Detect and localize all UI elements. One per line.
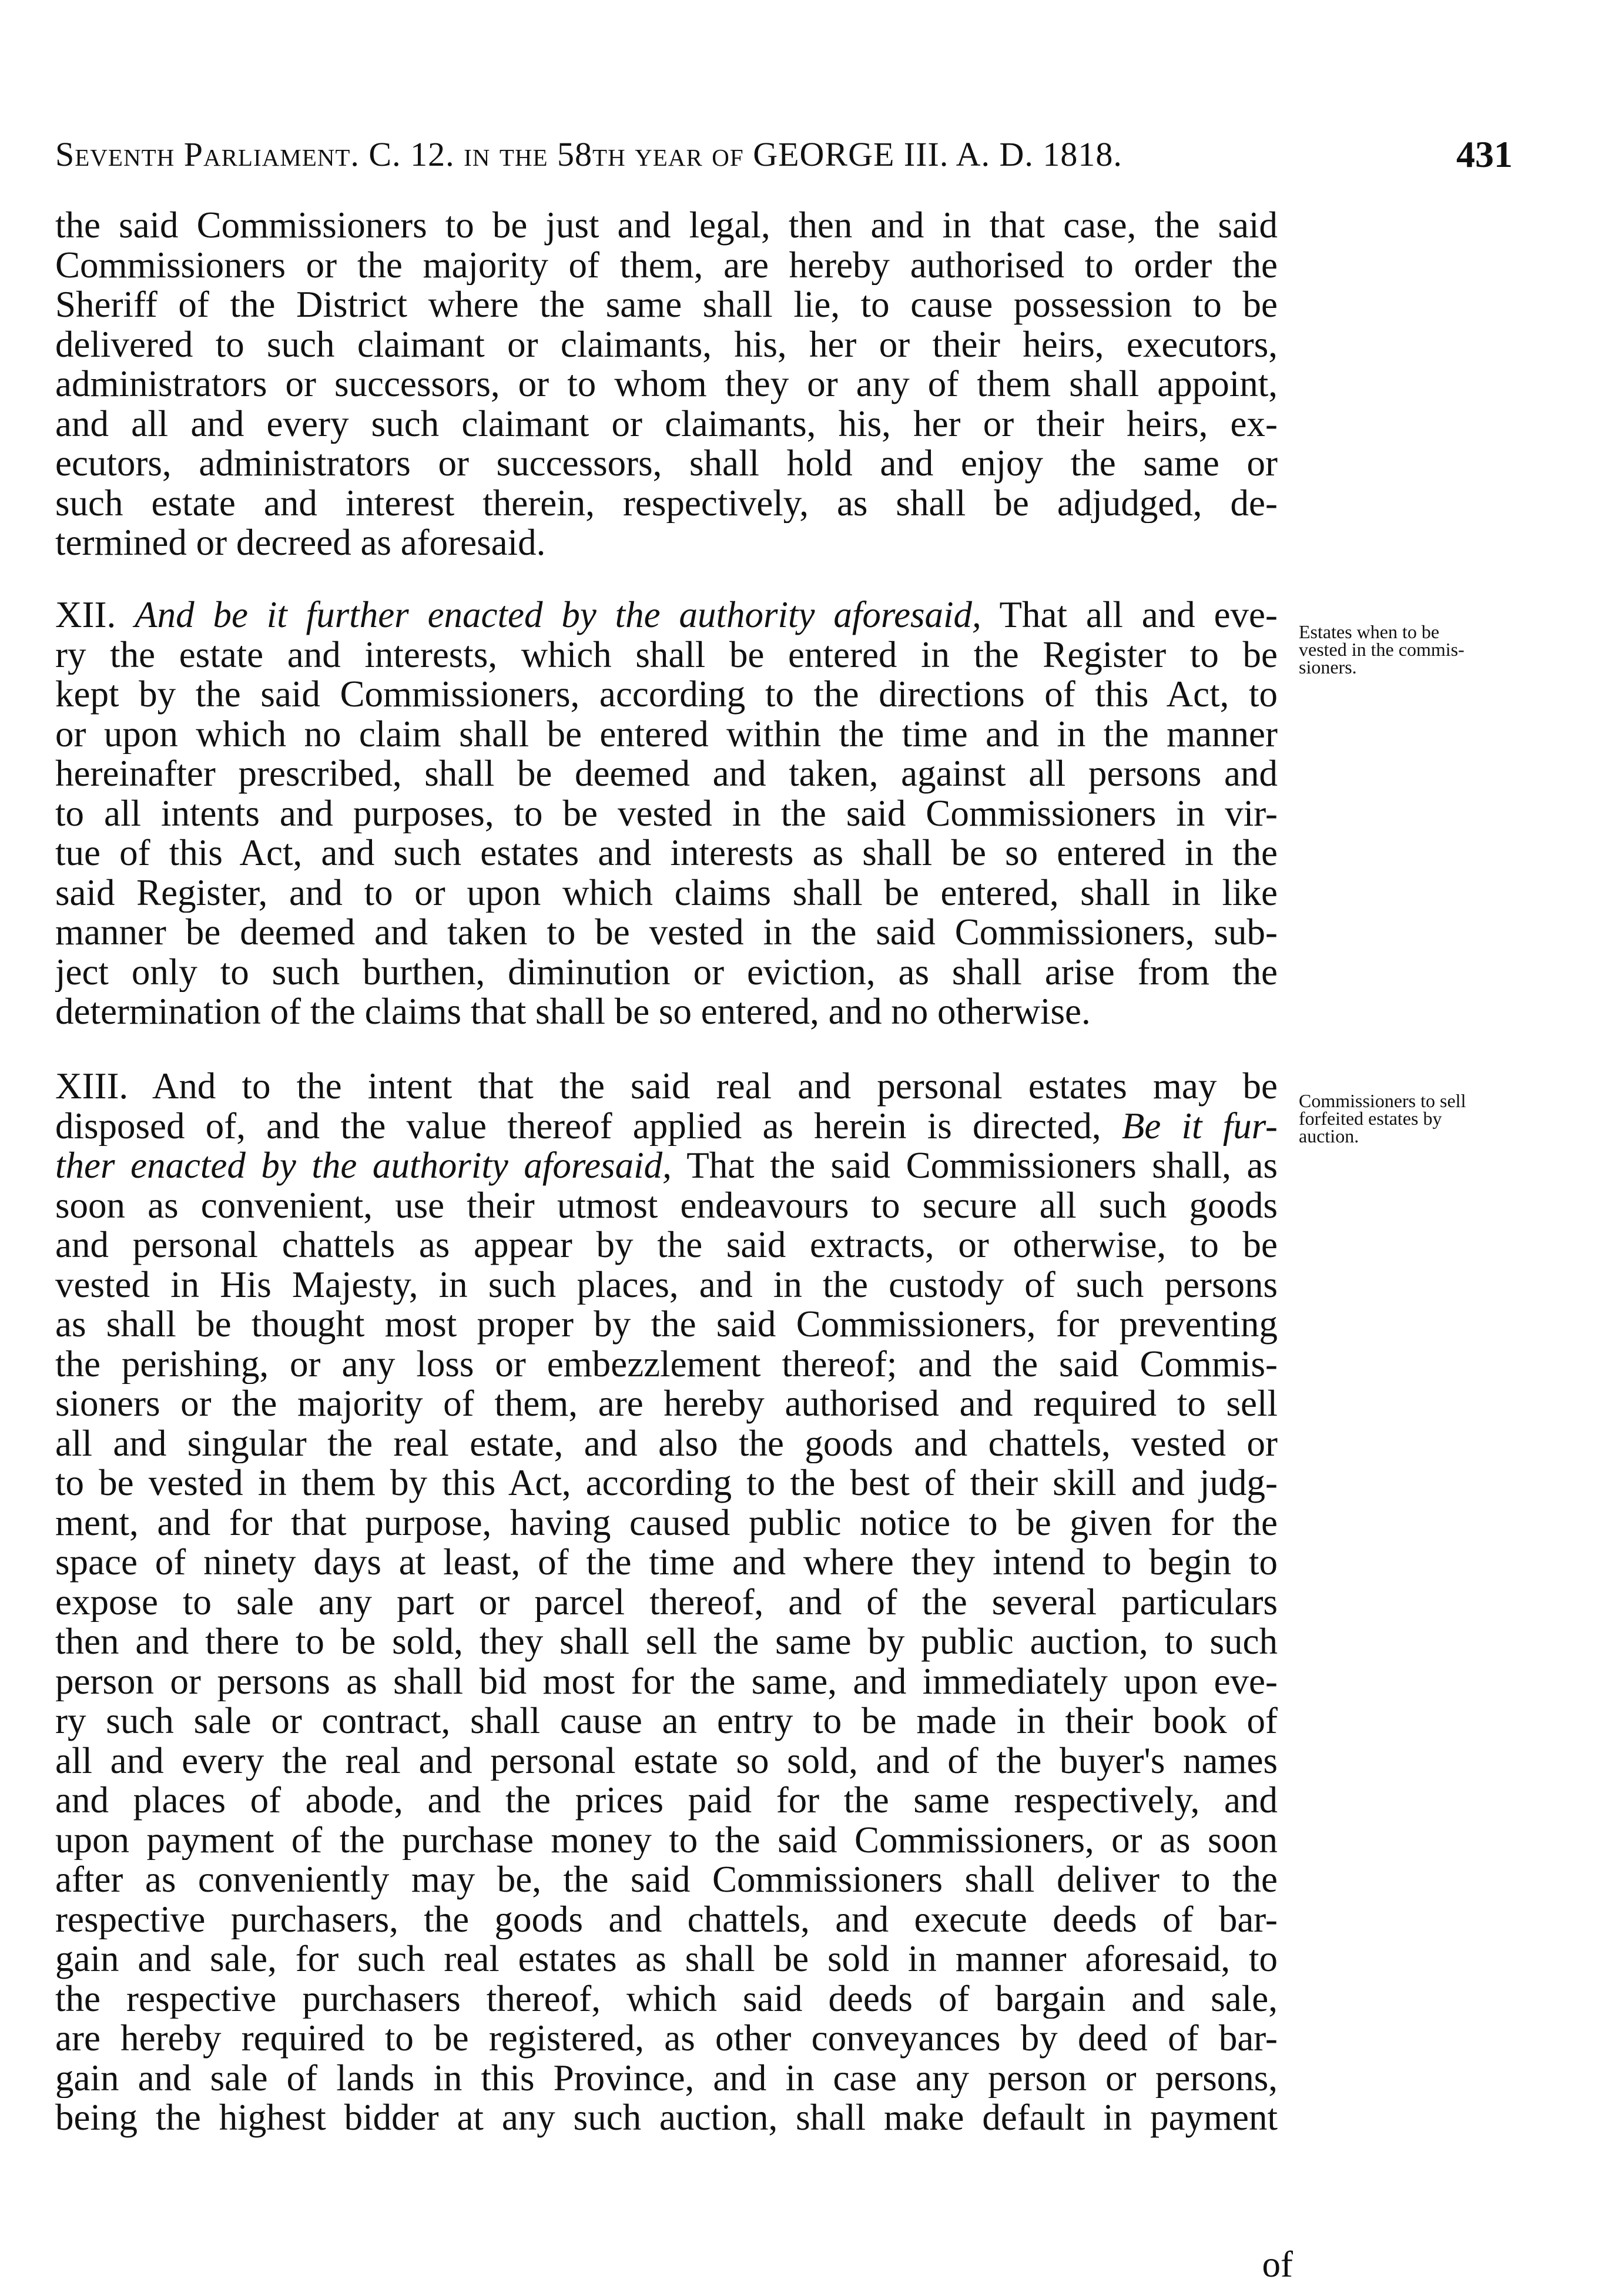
text-line: and places of abode, and the prices paid for the same respectively, and bbox=[55, 1781, 1278, 1821]
text-line: upon payment of the purchase money to the said Commissioners, or as soon bbox=[55, 1820, 1278, 1860]
text-line: tue of this Act, and such estates and interests as shall be so entered in the bbox=[55, 833, 1278, 873]
text-line: and all and every such claimant or claimants, his, her or their heirs, ex- bbox=[55, 404, 1278, 444]
enacting-clause: And be it further enacted by the authority aforesaid, bbox=[135, 595, 981, 635]
text-line: delivered to such claimant or claimants, his, her or their heirs, executors, bbox=[55, 324, 1278, 364]
marginal-note-line: forfeited estates by bbox=[1299, 1108, 1442, 1129]
text-line: are hereby required to be registered, as other conveyances by deed of bar- bbox=[55, 2019, 1278, 2059]
text-line: kept by the said Commissioners, according to the directions of this Act, to bbox=[55, 675, 1278, 715]
text-line: as shall be thought most proper by the said Commissioners, for preventing bbox=[55, 1305, 1278, 1345]
marginal-note-line: Commissioners to sell bbox=[1299, 1090, 1466, 1111]
running-head bbox=[55, 122, 1513, 187]
text-segment: disposed of, and the value thereof applied as herein is directed, bbox=[55, 1106, 1122, 1146]
text-line: manner be deemed and taken to be vested in the said Commissioners, sub- bbox=[55, 913, 1278, 953]
marginal-note-line: vested in the commis- bbox=[1299, 639, 1465, 660]
text-line bbox=[55, 1107, 1278, 1147]
section-xiii bbox=[55, 1067, 1278, 2138]
text-line: person or persons as shall bid most for the same, and immediately upon eve- bbox=[55, 1661, 1278, 1701]
enacting-clause: ther enacted by the authority aforesaid, bbox=[55, 1146, 672, 1186]
text-line: the perishing, or any loss or embezzlement thereof; and the said Commis- bbox=[55, 1344, 1278, 1384]
text-line: ry such sale or contract, shall cause an entry to be made in their book of bbox=[55, 1701, 1278, 1741]
text-line: hereinafter prescribed, shall be deemed and taken, against all persons and bbox=[55, 754, 1278, 794]
marginal-note-line: auction. bbox=[1299, 1125, 1359, 1147]
text-line: ecutors, administrators or successors, shall hold and enjoy the same or bbox=[55, 444, 1278, 484]
text-line: to all intents and purposes, to be vested in the said Commissioners in vir- bbox=[55, 793, 1278, 833]
text-line: gain and sale of lands in this Province, and in case any person or persons, bbox=[55, 2058, 1278, 2098]
running-head-title: Seventh Parliament. C. 12. in the 58th year of GEORGE III. A. D. 1818. bbox=[55, 135, 1122, 173]
continuation-paragraph bbox=[55, 206, 1278, 563]
marginal-note-line: sioners. bbox=[1299, 656, 1357, 678]
text-line: gain and sale, for such real estates as shall be sold in manner aforesaid, to bbox=[55, 1939, 1278, 1979]
text-line: ry the estate and interests, which shall be entered in the Register to be bbox=[55, 635, 1278, 675]
text-line bbox=[55, 1146, 1278, 1186]
text-line: Commissioners or the majority of them, are hereby authorised to order the bbox=[55, 245, 1278, 285]
text-line: then and there to be sold, they shall sell the same by public auction, to such bbox=[55, 1622, 1278, 1662]
section-xiii-heading-line: XIII. And to the intent that the said real and personal estates may be bbox=[55, 1067, 1278, 1107]
text-line: administrators or successors, or to whom they or any of them shall appoint, bbox=[55, 364, 1278, 404]
text-line: soon as convenient, use their utmost endeavours to secure all such goods bbox=[55, 1185, 1278, 1225]
text-line: the said Commissioners to be just and legal, then and in that case, the said bbox=[55, 206, 1278, 246]
text-line: space of ninety days at least, of the time and where they intend to begin to bbox=[55, 1543, 1278, 1583]
text-line: the respective purchasers thereof, which said deeds of bargain and sale, bbox=[55, 1979, 1278, 2019]
section-xii-heading-line bbox=[55, 595, 1278, 635]
text-line: determination of the claims that shall be so entered, and no otherwise. bbox=[55, 992, 1091, 1032]
section-xii bbox=[55, 595, 1278, 1032]
page-number: 431 bbox=[1456, 133, 1513, 175]
marginal-note-xiii bbox=[1299, 1092, 1466, 1145]
marginal-note-line: Estates when to be bbox=[1299, 621, 1440, 642]
text-line: expose to sale any part or parcel thereof, and of the several particulars bbox=[55, 1582, 1278, 1622]
text-line: or upon which no claim shall be entered within the time and in the manner bbox=[55, 714, 1278, 754]
text-line: ment, and for that purpose, having caused public notice to be given for the bbox=[55, 1503, 1278, 1543]
text-line: sioners or the majority of them, are hereby authorised and required to sell bbox=[55, 1384, 1278, 1424]
text-line: termined or decreed as aforesaid. bbox=[55, 523, 546, 563]
text-segment: That all and eve- bbox=[981, 595, 1278, 635]
text-line: to be vested in them by this Act, according to the best of their skill and judg- bbox=[55, 1463, 1278, 1503]
text-line: ject only to such burthen, diminution or eviction, as shall arise from the bbox=[55, 952, 1278, 992]
text-line: all and singular the real estate, and also the goods and chattels, vested or bbox=[55, 1423, 1278, 1463]
text-line: after as conveniently may be, the said Commissioners shall deliver to the bbox=[55, 1860, 1278, 1900]
text-line: Sheriff of the District where the same shall lie, to cause possession to be bbox=[55, 285, 1278, 325]
text-segment: That the said Commissioners shall, as bbox=[671, 1146, 1278, 1186]
section-number: XII. bbox=[55, 595, 135, 635]
catchword: of bbox=[1262, 2244, 1293, 2285]
marginal-note-xii bbox=[1299, 623, 1465, 676]
text-line: all and every the real and personal estate so sold, and of the buyer's names bbox=[55, 1741, 1278, 1781]
text-line: such estate and interest therein, respectively, as shall be adjudged, de- bbox=[55, 483, 1278, 523]
enacting-clause: Be it fur- bbox=[1121, 1106, 1278, 1146]
text-line: said Register, and to or upon which claims shall be entered, shall in like bbox=[55, 873, 1278, 913]
text-line: and personal chattels as appear by the said extracts, or otherwise, to be bbox=[55, 1225, 1278, 1265]
text-line: vested in His Majesty, in such places, and in the custody of such persons bbox=[55, 1265, 1278, 1305]
text-line: respective purchasers, the goods and chattels, and execute deeds of bar- bbox=[55, 1899, 1278, 1939]
text-line: being the highest bidder at any such auction, shall make default in payment bbox=[55, 2098, 1278, 2138]
